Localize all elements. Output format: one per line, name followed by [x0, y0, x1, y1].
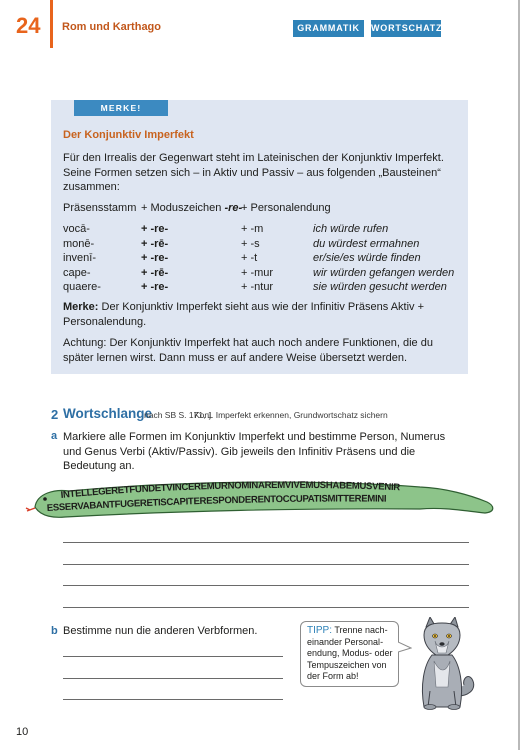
header-stem: Präsensstamm — [63, 202, 137, 214]
page-number: 24 — [16, 13, 41, 38]
form-mode: + -rē- — [141, 237, 169, 250]
chapter-title: Rom und Karthago — [62, 21, 161, 33]
form-mode: + -re- — [141, 223, 169, 235]
form-mode: + -re- — [141, 252, 169, 264]
word-snake — [25, 477, 503, 527]
header-ending: + Personalendung — [241, 202, 331, 214]
form-stem: invenī- — [63, 252, 97, 264]
form-ending: + -mur — [241, 266, 274, 279]
form-ending: + -t — [241, 252, 258, 264]
merke-title: Der Konjunktiv Imperfekt — [63, 129, 194, 141]
form-translation: wir würden gefangen werden — [313, 266, 455, 279]
form-translation: ich würde rufen — [313, 223, 389, 235]
snake-text-line-2: ESSERVABANTFUGERETISCAPITERESPONDERENTOCCUPATISMITTEREMINI — [46, 493, 387, 514]
merke-intro: Für den Irrealis der Gegenwart steht im Lateinischen der Konjunktiv Imperfekt. Seine Formen setzen sich – in Aktiv und Passiv – aus folgenden „Bausteinen“ zusammen: — [63, 152, 444, 193]
subtask-b-letter: b — [51, 625, 58, 637]
answer-line[interactable] — [63, 607, 469, 608]
subtask-b-text: Bestimme nun die anderen Verbformen. — [63, 625, 258, 637]
snake-text-line-1: INTELLEGERETFUNDETVINCEREMURNOMINAREMVIVEMUSHABEMUSVENIR — [60, 479, 401, 501]
task-title: Wortschlange — [63, 406, 153, 421]
form-stem: vocā- — [63, 223, 90, 235]
form-translation: er/sie/es würde finden — [313, 252, 421, 264]
merke-box — [51, 100, 468, 374]
tipp-label: TIPP: — [307, 625, 333, 636]
merke-achtung: Achtung: Der Konjunktiv Imperfekt hat auch noch andere Funktionen, die du später lernen wirst. Dann muss er auf andere Weise übersetzt werden. — [63, 337, 433, 364]
merke-note-label: Merke: — [63, 301, 99, 313]
merke-note-text: Der Konjunktiv Imperfekt sieht aus wie der Infinitiv Präsens Aktiv + Personalendung. — [63, 301, 425, 328]
subtask-a-letter: a — [51, 430, 58, 442]
answer-line[interactable] — [63, 699, 283, 700]
header-mode-label: + Moduszeichen — [141, 202, 225, 214]
form-mode: + -rē- — [141, 266, 169, 279]
page-edge-divider — [518, 0, 520, 750]
snake-eye — [43, 497, 47, 501]
form-ending: + -s — [241, 237, 260, 250]
answer-line[interactable] — [63, 678, 283, 679]
answer-line[interactable] — [63, 564, 469, 565]
form-translation: du würdest ermahnen — [313, 237, 420, 250]
tipp-text-block — [307, 625, 397, 683]
form-stem: monē- — [63, 237, 95, 250]
header-mode — [141, 202, 242, 214]
footer-page-number: 10 — [16, 726, 29, 738]
form-stem: quaere- — [63, 281, 101, 293]
subtask-a-text: Markiere alle Formen im Konjunktiv Imperfekt und bestimme Person, Numerus und Genus Verbi (Aktiv/Passiv). Gib jeweils den Infinitiv Präsens und die Bedeutung an. — [63, 431, 446, 472]
answer-line[interactable] — [63, 656, 283, 657]
form-translation: sie würden gesucht werden — [313, 281, 447, 293]
tipp-text: Trenne nacheinander Personalendung, Modus- oder Tempuszeichen von der Form ab! — [307, 625, 393, 681]
answer-line[interactable] — [63, 585, 469, 586]
form-ending: + -m — [241, 223, 264, 235]
form-ending: + -ntur — [241, 281, 274, 293]
merke-note — [63, 300, 465, 329]
merke-tag: MERKE! — [74, 100, 168, 116]
form-mode: + -re- — [141, 281, 169, 293]
form-stem: cape- — [63, 266, 91, 279]
snake-tongue — [26, 508, 35, 511]
task-reference: nach SB S. 171, 1 — [144, 410, 213, 420]
tag-grammatik: GRAMMATIK — [293, 20, 364, 37]
task-number: 2 — [51, 407, 59, 422]
wolf-icon — [410, 617, 480, 710]
answer-line[interactable] — [63, 542, 469, 543]
tag-wortschatz: WORTSCHATZ — [371, 20, 441, 37]
tipp-bubble — [300, 621, 399, 687]
task-goal: Konj. Imperfekt erkennen, Grundwortschatz sichern — [194, 410, 388, 420]
header-rule — [50, 0, 53, 48]
header-mode-marker: -re- — [224, 202, 243, 214]
